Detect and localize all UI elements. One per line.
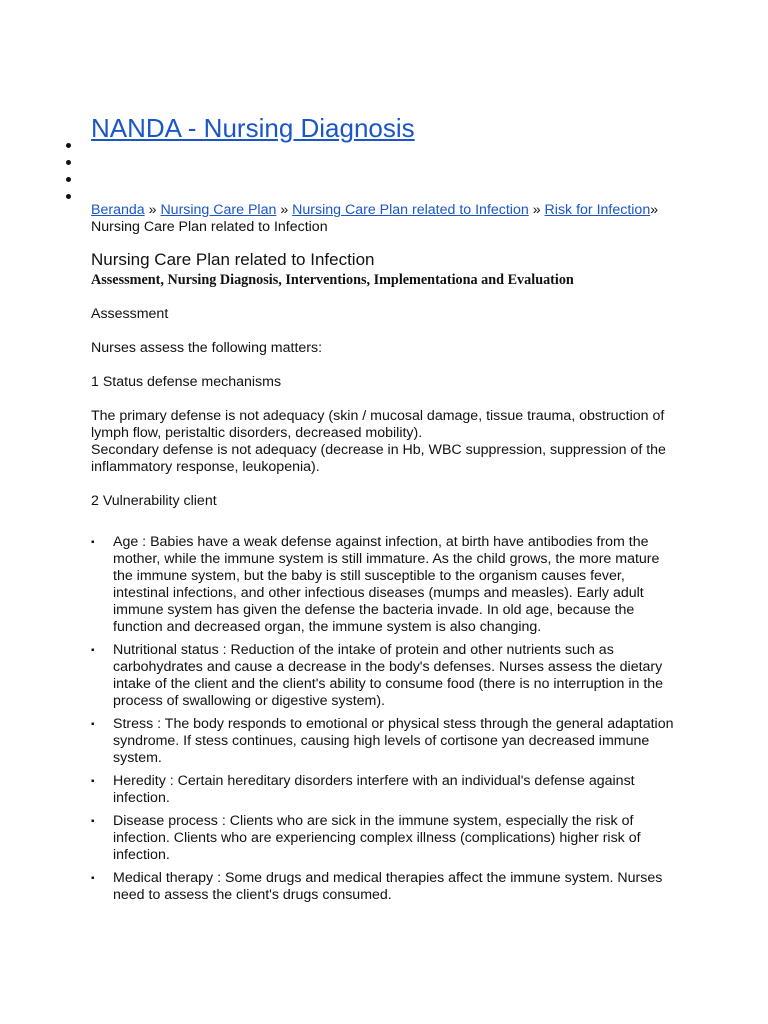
bullet-icon: ▪ [91, 645, 95, 656]
list-item [91, 534, 683, 636]
list-item-text: Age : Babies have a weak defense against infection, at birth have antibodies from the mother, while the immune system is still immature. As the child grows, the more mature the immune system, but the baby is still susceptible to the organism causes fever, intestinal infections, and other infectious diseases (mumps and measles). Early adult immune system has given the defense the bacteria invade. In old age, because the function and decreased organ, the immune system is also changing. [113, 534, 660, 635]
post-content [91, 202, 681, 910]
breadcrumb-separator: » [148, 202, 157, 218]
intro-text: Nurses assess the following matters: [91, 340, 323, 356]
breadcrumb-level2-link[interactable]: Nursing Care Plan related to Infection [292, 202, 529, 218]
list-item [91, 773, 683, 807]
breadcrumb-separator: » [280, 202, 289, 218]
list-item-text: Stress : The body responds to emotional or physical stess through the general adaptation syndrome. If stess continues, causing high levels of cortisone yan decreased immune system. [113, 716, 674, 766]
primary-defense-text: The primary defense is not adequacy (skin / mucosal damage, tissue trauma, obstruction of lymph flow, peristaltic disorders, decreased mobility). [91, 408, 665, 441]
list-item [91, 716, 683, 767]
vulnerability-list [91, 534, 683, 904]
bullet-icon: ▪ [91, 537, 95, 548]
list-item-text: Nutritional status : Reduction of the intake of protein and other nutrients such as carbohydrates and cause a decrease in the body's defenses. Nurses assess the dietary intake of the client and the client's ability to consume food (there is no interruption in the process of swallowing or digestive system). [113, 642, 664, 709]
post-subtitle: Assessment, Nursing Diagnosis, Interventions, Implementationa and Evaluation [91, 272, 574, 288]
breadcrumb-level3-link[interactable]: Risk for Infection [544, 202, 651, 218]
breadcrumb-separator: » [650, 202, 659, 218]
list-item [91, 642, 683, 710]
site-title [91, 112, 415, 144]
assessment-heading: Assessment [91, 306, 169, 322]
list-item [91, 813, 683, 864]
breadcrumb-current: Nursing Care Plan related to Infection [91, 219, 328, 235]
bullet-icon: ▪ [91, 873, 95, 884]
bullet-icon: ▪ [91, 776, 95, 787]
bullet-icon: ▪ [91, 816, 95, 827]
list-item-text: Medical therapy : Some drugs and medical therapies affect the immune system. Nurses need to assess the client's drugs consumed. [113, 870, 663, 903]
breadcrumb-home-link[interactable]: Beranda [91, 202, 145, 218]
bullet-icon: ▪ [91, 719, 95, 730]
site-title-link[interactable]: NANDA - Nursing Diagnosis [91, 113, 415, 144]
breadcrumb-separator: » [532, 202, 541, 218]
secondary-defense-text: Secondary defense is not adequacy (decrease in Hb, WBC suppression, suppression of the inflammatory response, leukopenia). [91, 442, 666, 475]
breadcrumb [91, 202, 681, 236]
section2-heading: 2 Vulnerability client [91, 493, 217, 509]
list-item-text: Heredity : Certain hereditary disorders interfere with an individual's defense against infection. [113, 773, 635, 806]
section1-heading: 1 Status defense mechanisms [91, 374, 282, 390]
list-item-text: Disease process : Clients who are sick in the immune system, especially the risk of infection. Clients who are experiencing complex illness (complications) higher risk of infection. [113, 813, 641, 863]
list-item [91, 870, 683, 904]
post-title: Nursing Care Plan related to Infection [91, 250, 375, 269]
breadcrumb-level1-link[interactable]: Nursing Care Plan [160, 202, 277, 218]
